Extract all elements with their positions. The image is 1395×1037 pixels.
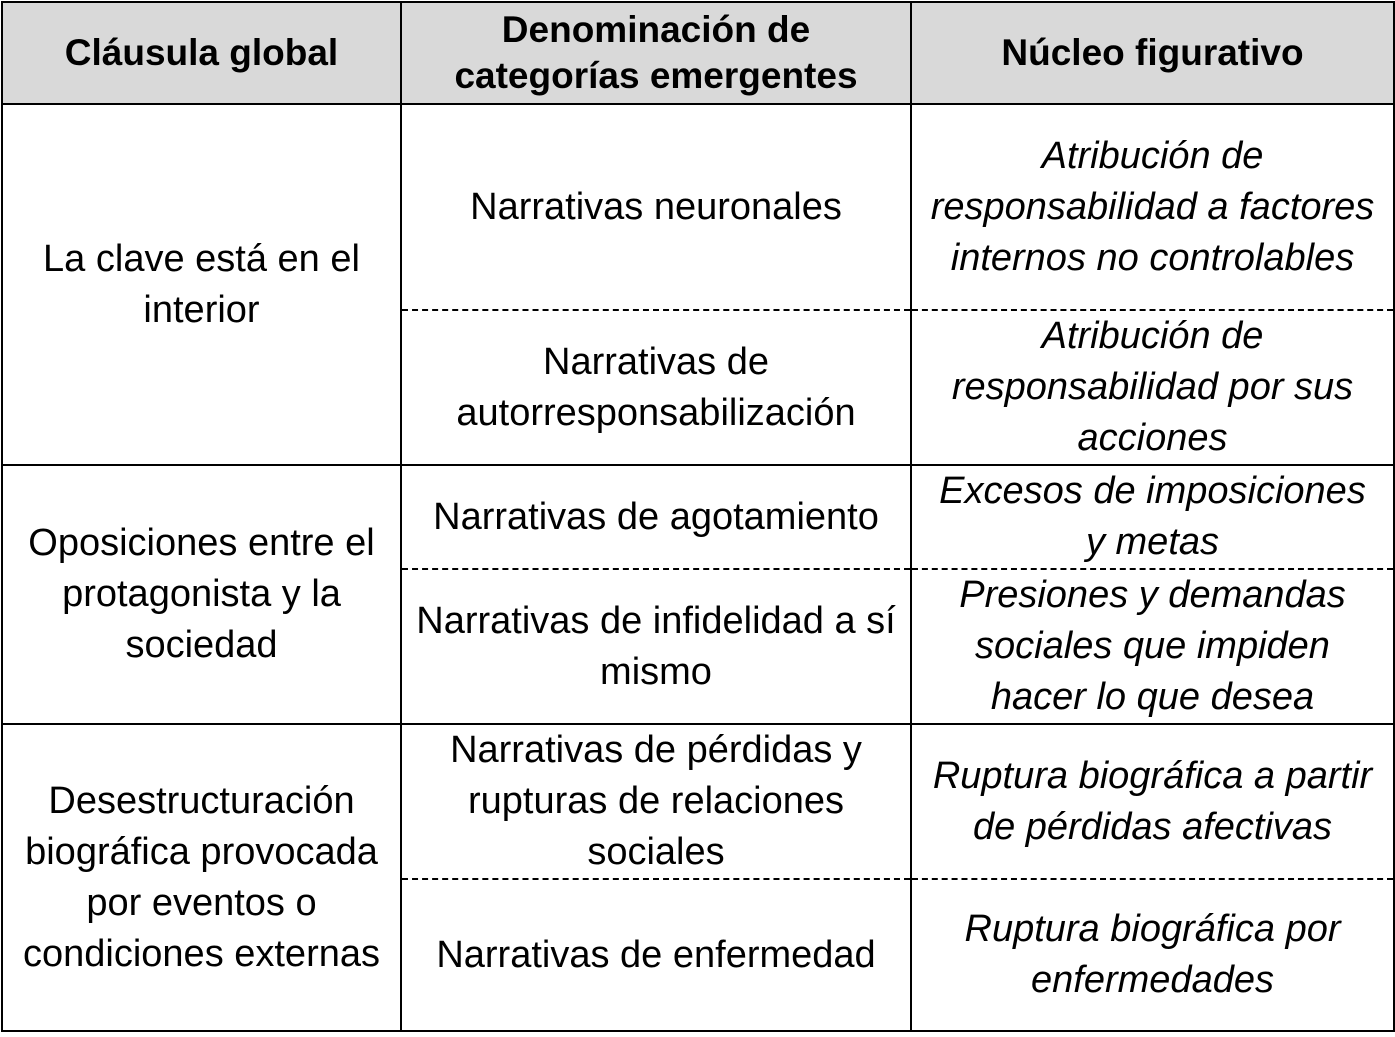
table-row	[2, 724, 1394, 879]
clausula-cell: La clave está en el interior	[2, 104, 401, 465]
clausula-cell: Desestructuración biográfica provocada por eventos o condiciones externas	[2, 724, 401, 1031]
header-denominacion: Denominación de categorías emergentes	[401, 2, 911, 104]
table-row	[2, 465, 1394, 569]
nucleo-cell: Excesos de imposiciones y metas	[911, 465, 1394, 569]
categories-table	[1, 1, 1395, 1032]
denominacion-cell: Narrativas de autorresponsabilización	[401, 310, 911, 465]
denominacion-cell: Narrativas neuronales	[401, 104, 911, 310]
nucleo-cell: Ruptura biográfica a partir de pérdidas afectivas	[911, 724, 1394, 879]
nucleo-cell: Ruptura biográfica por enfermedades	[911, 879, 1394, 1031]
nucleo-cell: Presiones y demandas sociales que impiden hacer lo que desea	[911, 569, 1394, 724]
nucleo-cell: Atribución de responsabilidad a factores internos no controlables	[911, 104, 1394, 310]
denominacion-cell: Narrativas de agotamiento	[401, 465, 911, 569]
clausula-cell: Oposiciones entre el protagonista y la sociedad	[2, 465, 401, 724]
nucleo-cell: Atribución de responsabilidad por sus acciones	[911, 310, 1394, 465]
denominacion-cell: Narrativas de infidelidad a sí mismo	[401, 569, 911, 724]
denominacion-cell: Narrativas de pérdidas y rupturas de relaciones sociales	[401, 724, 911, 879]
table-row	[2, 104, 1394, 310]
header-nucleo-figurativo: Núcleo figurativo	[911, 2, 1394, 104]
header-clausula-global: Cláusula global	[2, 2, 401, 104]
header-row	[2, 2, 1394, 104]
denominacion-cell: Narrativas de enfermedad	[401, 879, 911, 1031]
